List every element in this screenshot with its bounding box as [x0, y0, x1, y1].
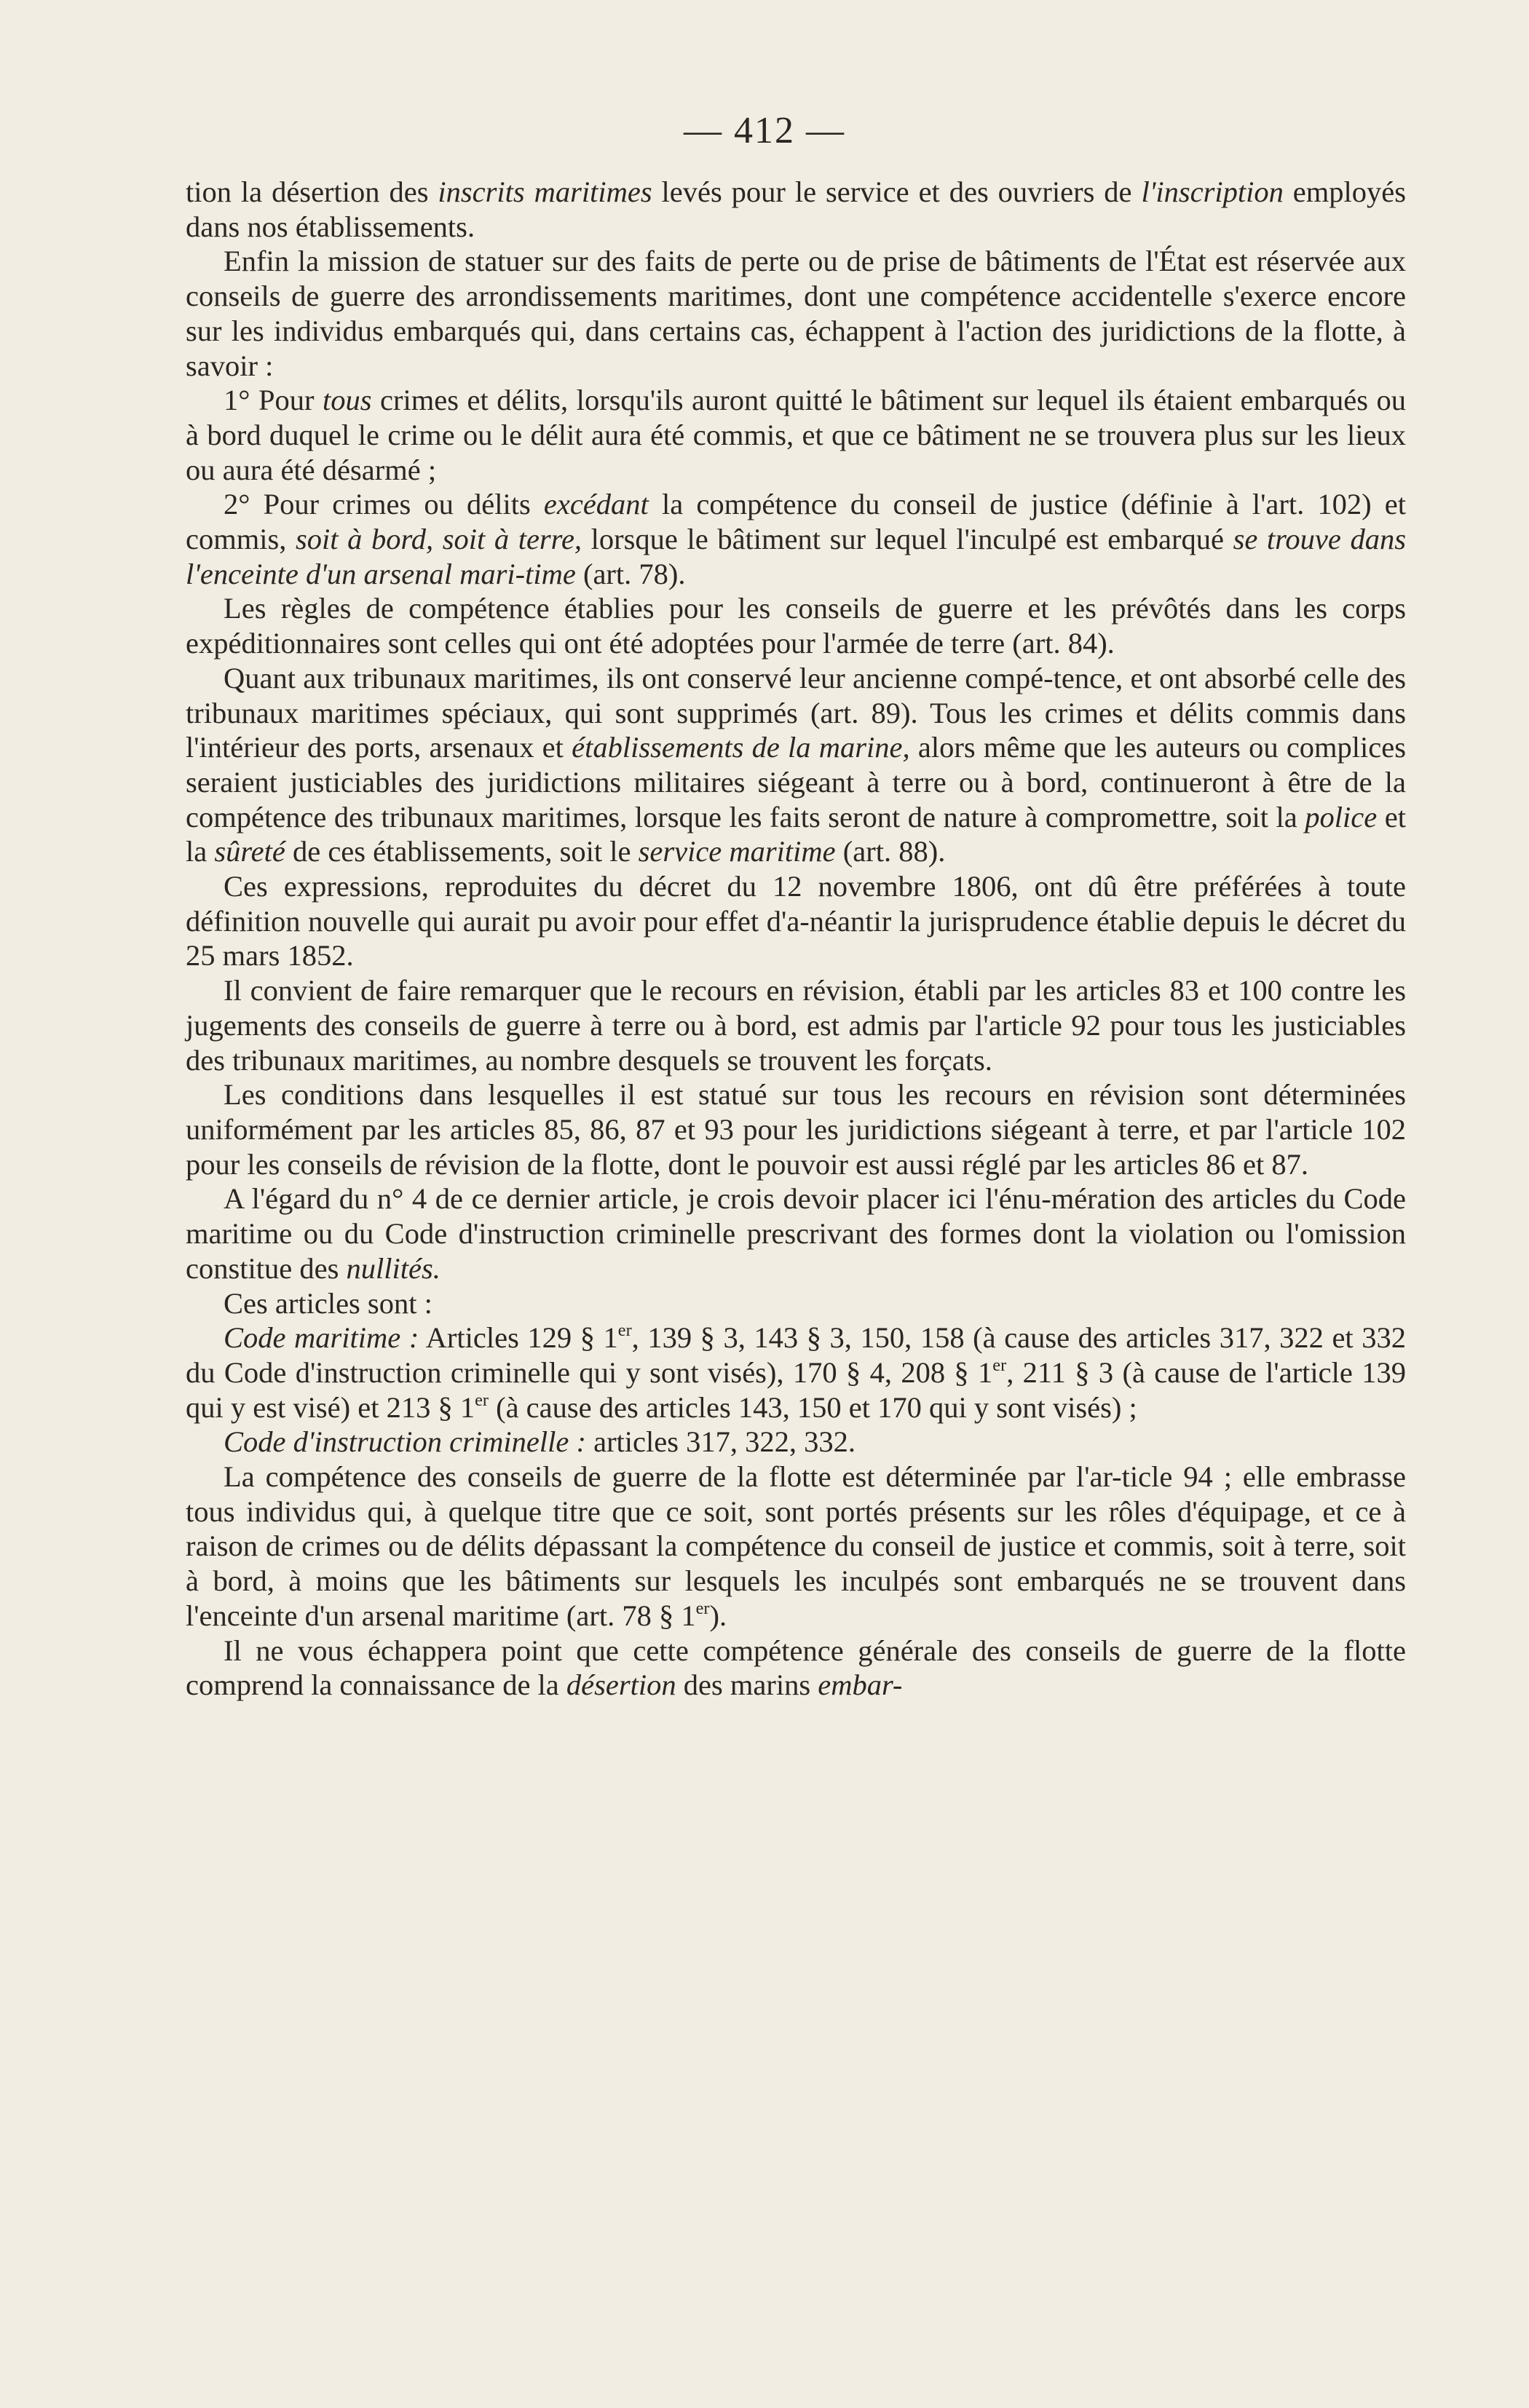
text-run: Il convient de faire remarquer que le recours en révision, établi par les articles 83 et 100 contre les jugements des conseils de guerre à terre ou à bord, est admis par l'article 92 pour tous les justiciables des tribunaux maritimes, au nombre desquels se trouvent les forçats. [186, 974, 1406, 1077]
text-run: levés pour le service et des ouvriers de [652, 175, 1142, 208]
italic-text: police [1305, 800, 1378, 833]
paragraph [186, 869, 1406, 973]
text-run: (art. 88). [835, 835, 946, 868]
text-run: crimes et délits, lorsqu'ils auront quitté le bâtiment sur lequel ils étaient embarqués ou à bord duquel le crime ou le délit aura été commis, et que ce bâtiment ne se trouvera plus sur les lieux ou aura été désarmé ; [186, 384, 1406, 486]
text-run: La compétence des conseils de guerre de la flotte est déterminée par l'ar-ticle 94 ; elle embrasse tous individus qui, à quelque titre que ce soit, sont portés présents sur les rôles d'équipage, et ce à raison de crimes ou de délits dépassant la compétence du conseil de justice et commis, soit à terre, soit à bord, à moins que les bâtiments sur lesquels les inculpés sont embarqués ne se trouvent dans l'enceinte d'un arsenal maritime (art. 78 § 1 [186, 1460, 1406, 1632]
text-run: Ces expressions, reproduites du décret du 12 novembre 1806, ont dû être préférées à toute définition nouvelle qui aurait pu avoir pour effet d'a-néantir la jurisprudence établie depuis le décret du 25 mars 1852. [186, 870, 1406, 973]
italic-text: embar- [818, 1668, 903, 1702]
paragraph [186, 591, 1406, 660]
text-run: (à cause des articles 143, 150 et 170 qui y sont visés) ; [488, 1390, 1137, 1424]
paragraph [186, 383, 1406, 487]
text-run: ). [709, 1599, 727, 1632]
page-number: — 412 — [684, 110, 845, 151]
superscript: er [992, 1355, 1007, 1376]
italic-text: Code maritime : [224, 1321, 419, 1355]
text-run: lorsque le bâtiment sur lequel l'inculpé est embarqué [582, 523, 1233, 556]
italic-text: nullités. [346, 1251, 440, 1285]
paragraph [186, 1320, 1406, 1425]
text-run: Les conditions dans lesquelles il est statué sur tous les recours en révision sont déterminées uniformément par les articles 85, 86, 87 et 93 pour les juridictions siégeant à terre, et par l'article 102 pour les conseils de révision de la flotte, dont le pouvoir est aussi réglé par les articles 86 et 87. [186, 1078, 1406, 1181]
text-run: employés dans nos établissements. [186, 175, 1407, 243]
text-run: Enfin la mission de statuer sur des faits de perte ou de prise de bâtiments de l'État est réservée aux conseils de guerre des arrondissements maritimes, dont une compétence accidentelle s'exerce encore sur les individus embarqués qui, dans certains cas, échappent à l'action des juridictions de la flotte, à savoir : [186, 245, 1406, 382]
italic-text: établissements de la marine, [572, 731, 910, 764]
text-run: 1° Pour [224, 384, 323, 417]
text-run: des marins [676, 1668, 818, 1702]
italic-text: l'inscription [1141, 175, 1284, 208]
paragraph [186, 244, 1406, 383]
paragraph [186, 973, 1406, 1077]
italic-text: sûreté [214, 835, 285, 868]
text-run: Il ne vous échappera point que cette compétence générale des conseils de guerre de la flotte comprend la connaissance de la [186, 1633, 1406, 1702]
paragraph [186, 1077, 1406, 1181]
text-run: articles 317, 322, 332. [585, 1425, 856, 1459]
text-run: Les règles de compétence établies pour les conseils de guerre et les prévôtés dans les corps expéditionnaires sont celles qui ont été adoptées pour l'armée de terre (art. 84). [186, 592, 1406, 660]
italic-text: Code d'instruction criminelle : [224, 1425, 586, 1459]
paragraph [186, 1181, 1406, 1286]
italic-text: soit à bord, soit à terre, [295, 523, 582, 556]
paragraph [186, 487, 1406, 591]
italic-text: désertion [566, 1668, 676, 1702]
text-run: tion la désertion des [186, 175, 438, 208]
italic-text: inscrits maritimes [438, 175, 652, 208]
superscript: er [617, 1320, 632, 1341]
text-run: alors même que les auteurs ou complices seraient justiciables des juridictions militaires siégeant à terre ou à bord, continueront à être de la compétence des tribunaux maritimes, lorsque les faits seront de nature à compromettre, soit la [186, 731, 1407, 833]
text-run: et la [186, 800, 1406, 868]
paragraph [186, 1286, 1406, 1321]
paragraph [186, 1460, 1406, 1633]
paragraph [186, 661, 1406, 869]
italic-text: tous [323, 384, 372, 417]
text-run: (art. 78). [575, 557, 686, 590]
text-run: Articles 129 § 1 [419, 1321, 618, 1355]
text-run: A l'égard du n° 4 de ce dernier article, je crois devoir placer ici l'énu-mération des articles du Code maritime ou du Code d'instruction criminelle prescrivant des formes dont la violation ou l'omission constitue des [186, 1182, 1406, 1285]
text-run: Ces articles sont : [224, 1286, 432, 1320]
italic-text: service maritime [638, 835, 836, 868]
body-text [186, 175, 1406, 1703]
superscript: er [695, 1599, 710, 1619]
paragraph [186, 175, 1406, 244]
text-run: la compétence du conseil de justice (définie à l'art. 102) et commis, [186, 488, 1406, 556]
italic-text: se trouve dans l'enceinte d'un arsenal mari-time [186, 523, 1406, 590]
paragraph [186, 1633, 1406, 1703]
text-run: , 211 § 3 (à cause de l'article 139 qui y est visé) et 213 § 1 [186, 1355, 1406, 1424]
text-run: , 139 § 3, 143 § 3, 150, 158 (à cause des articles 317, 322 et 332 du Code d'instruction criminelle qui y sont visés), 170 § 4, 208 § 1 [186, 1321, 1406, 1389]
text-run: Quant aux tribunaux maritimes, ils ont conservé leur ancienne compé-tence, et ont absorbé celle des tribunaux maritimes spéciaux, qui sont supprimés (art. 89). Tous les crimes et délits commis dans l'intérieur des ports, arsenaux et [186, 661, 1406, 764]
italic-text: excédant [543, 488, 649, 521]
text-run: de ces établissements, soit le [285, 835, 639, 868]
text-run: 2° Pour crimes ou délits [224, 488, 544, 521]
superscript: er [475, 1390, 489, 1410]
paragraph [186, 1425, 1406, 1460]
